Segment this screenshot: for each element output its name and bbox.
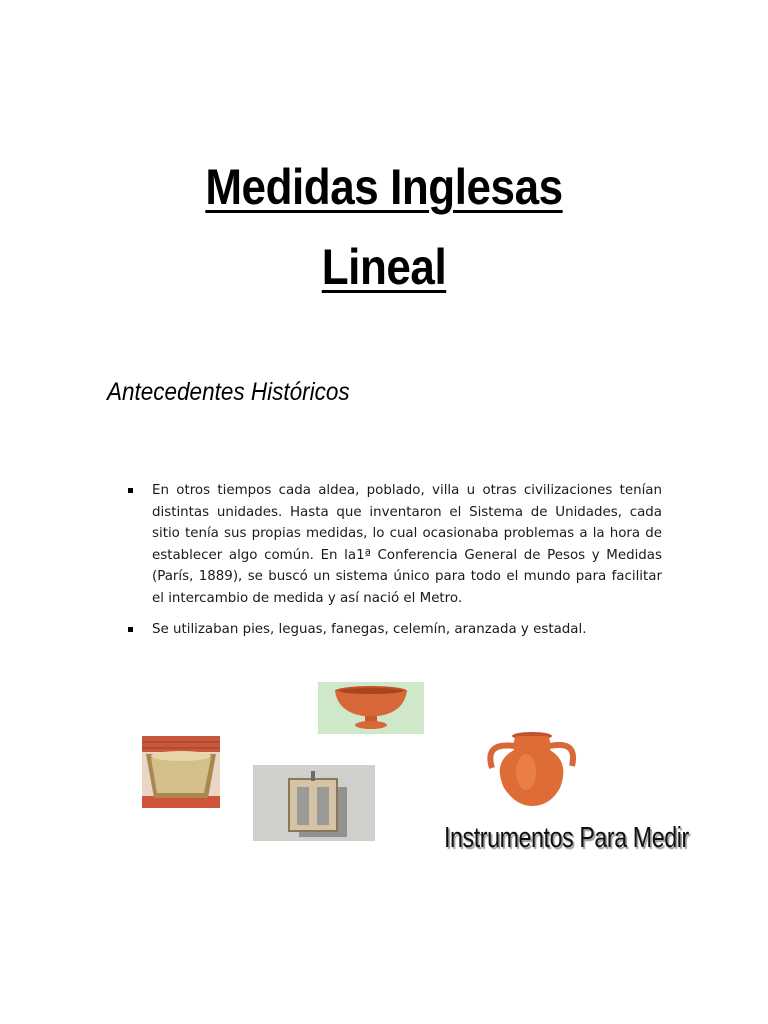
title-line-1: Medidas Inglesas bbox=[205, 159, 563, 215]
bullet-item bbox=[126, 619, 662, 641]
clay-jar-image bbox=[470, 722, 610, 810]
bullet-marker bbox=[128, 627, 133, 632]
wooden-box-image bbox=[142, 736, 220, 808]
wooden-frame-image bbox=[253, 765, 375, 841]
terracotta-bowl-image bbox=[318, 682, 424, 734]
bullet-marker bbox=[128, 488, 133, 493]
bullet-item bbox=[126, 480, 662, 609]
instruments-caption: Instrumentos Para Medir bbox=[444, 822, 689, 854]
title-line-2: Lineal bbox=[321, 239, 447, 295]
bullet-list bbox=[126, 480, 662, 651]
bullet-text: En otros tiempos cada aldea, poblado, villa u otras civilizaciones tenían distintas unidades. Hasta que inventaron el Sistema de Unidades, cada sitio tenía sus propias medidas, lo cual ocasionaba problemas a la hora de establecer algo común. En la1ª Conferencia General de Pesos y Medidas (París, 1889), se buscó un sistema único para todo el mundo para facilitar el intercambio de medida y así nació el Metro. bbox=[152, 483, 662, 606]
section-heading: Antecedentes Históricos bbox=[107, 378, 350, 406]
bullet-text: Se utilizaban pies, leguas, fanegas, celemín, aranzada y estadal. bbox=[152, 622, 587, 637]
